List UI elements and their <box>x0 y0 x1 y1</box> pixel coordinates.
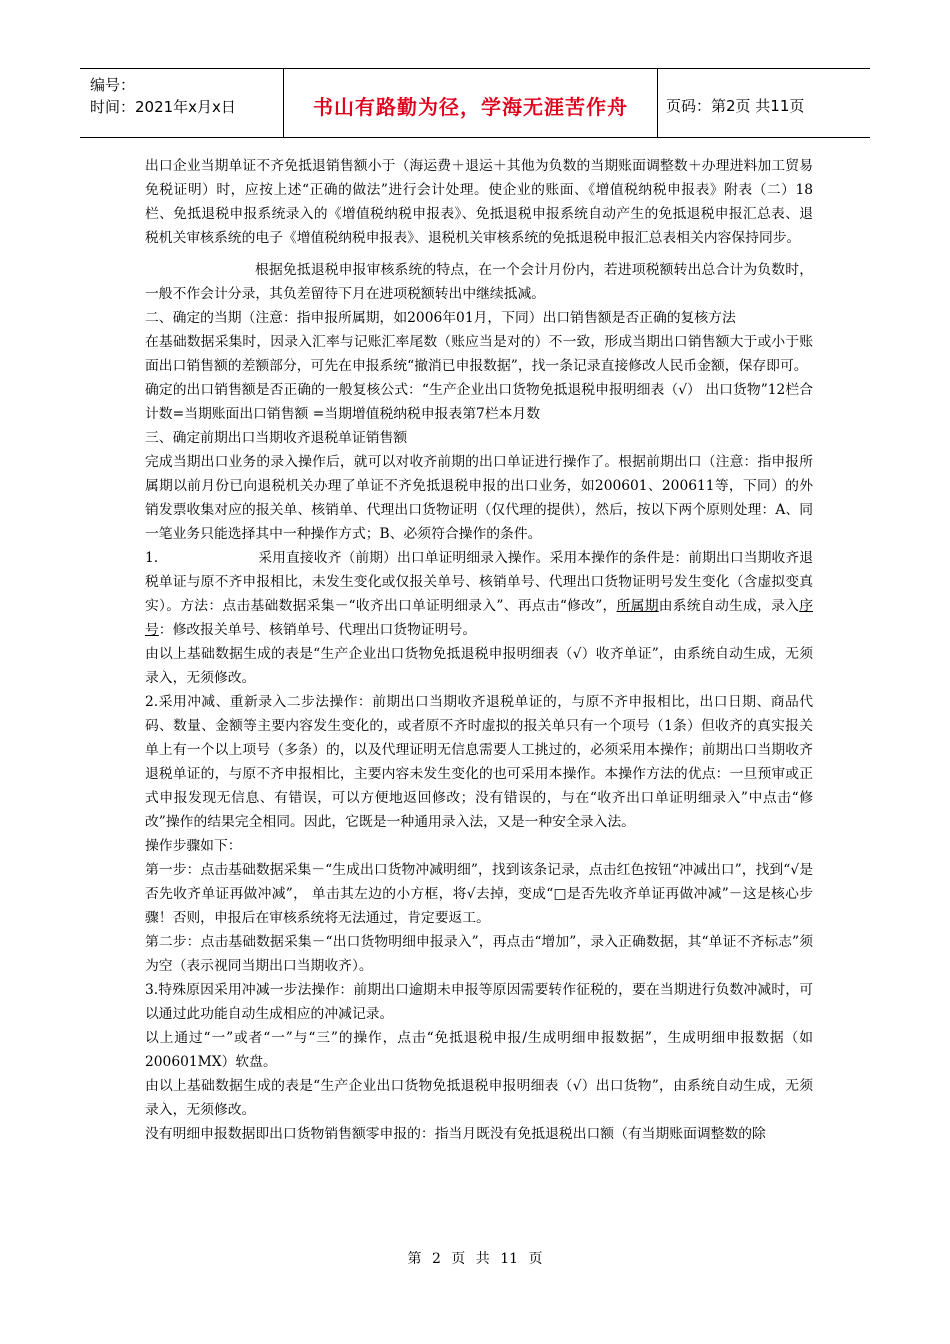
document-number-label: 编号： <box>90 76 136 94</box>
underlined-term: 序号 <box>145 598 814 638</box>
page-footer: 第 2 页 共 11 页 <box>407 1251 543 1267</box>
paragraph: 由以上基础数据生成的表是“生产企业出口货物免抵退税申报明细表（√）收齐单证”，由系统自动生成，无须录入，无须修改。 <box>145 646 813 686</box>
header-page-number: 页码：第2页 共11页 <box>666 97 805 115</box>
document-time-label: 时间：2021年x月x日 <box>90 98 236 116</box>
header-right-cell <box>658 69 870 137</box>
paragraph: 由以上基础数据生成的表是“生产企业出口货物免抵退税申报明细表（√）出口货物”，由系统自动生成，无须录入，无须修改。 <box>145 1078 813 1118</box>
header-center-cell <box>284 69 658 137</box>
paragraph: 在基础数据采集时，因录入汇率与记账汇率尾数（账应当是对的）不一致，形成当期出口销售额大于或小于账面出口销售额的差额部分，可先在申报系统“撤消已申报数据”，找一条记录直接修改人民币金额，保存即可。 <box>145 334 813 374</box>
paragraph: 第二步：点击基础数据采集－“出口货物明细申报录入”，再点击“增加”，录入正确数据，其“单证不齐标志”须为空（表示视同当期出口当期收齐）。 <box>145 934 813 974</box>
paragraph: 确定的出口销售额是否正确的一般复核公式：“生产企业出口货物免抵退税申报明细表（√） 出口货物”12栏合计数=当期账面出口销售额 =当期增值税纳税申报表第7栏本月数 <box>145 382 813 422</box>
paragraph: 完成当期出口业务的录入操作后，就可以对收齐前期的出口单证进行操作了。根据前期出口（注意：指申报所属期以前月份已向退税机关办理了单证不齐免抵退税申报的出口业务，如200601、200611等，下同）的外销发票收集对应的报关单、核销单、代理出口货物证明（仅代理的提供），然后，按以下两个原则处理：A、同一笔业务只能选择其中一种操作方式；B、必须符合操作的条件。 <box>145 454 813 542</box>
paragraph: 出口企业当期单证不齐免抵退销售额小于（海运费＋退运＋其他为负数的当期账面调整数＋办理进料加工贸易免税证明）时，应按上述“正确的做法”进行会计处理。使企业的账面、《增值税纳税申报表》附表（二）18栏、免抵退税申报系统录入的《增值税纳税申报表》、免抵退税申报系统自动产生的免抵退税申报汇总表、退税机关审核系统的电子《增值税纳税申报表》、退税机关审核系统的免抵退税申报汇总表相关内容保持同步。 <box>145 158 813 246</box>
paragraph-text: 采用直接收齐（前期）出口单证明细录入操作。采用本操作的条件是：前期出口当期收齐退税单证与原不齐申报相比，未发生变化或仅报关单号、核销单号、代理出口货物证明号发生变化（含虚拟变真实）。方法：点击基础数据采集－“收齐出口单证明细录入”、再点击“修改”， <box>145 550 813 614</box>
paragraph-text: 由系统自动生成，录入 <box>658 598 800 614</box>
underlined-term: 所属期 <box>616 598 659 614</box>
header-motto: 书山有路勤为径，学海无涯苦作舟 <box>313 95 628 119</box>
paragraph: 2.采用冲减、重新录入二步法操作：前期出口当期收齐退税单证的，与原不齐申报相比，出口日期、商品代码、数量、金额等主要内容发生变化的，或者原不齐时虚拟的报关单只有一个项号（1条）但收齐的真实报关单上有一个以上项号（多条）的，以及代理证明无信息需要人工挑过的，必须采用本操作；前期出口当期收齐退税单证的，与原不齐申报相比，主要内容未发生变化的也可采用本操作。本操作方法的优点：一旦预审或正式申报发现无信息、有错误，可以方便地返回修改；没有错误的，与在“收齐出口单证明细录入”中点击“修改”操作的结果完全相同。因此，它既是一种通用录入法，又是一种安全录入法。 <box>145 694 813 830</box>
paragraph: 根据免抵退税申报审核系统的特点，在一个会计月份内，若进项税额转出总合计为负数时，一般不作会计分录，其负差留待下月在进项税额转出中继续抵减。 <box>145 262 813 302</box>
paragraph-text: ：修改报关单号、核销单号、代理出口货物证明号。 <box>158 622 477 638</box>
section-heading: 二、确定的当期（注意：指申报所属期，如2006年01月，下同）出口销售额是否正确的复核方法 <box>145 310 736 326</box>
list-number: 1. <box>145 550 159 566</box>
paragraph <box>145 546 813 642</box>
paragraph: 没有明细申报数据即出口货物销售额零申报的：指当月既没有免抵退税出口额（有当期账面调整数的除 <box>145 1126 766 1142</box>
paragraph: 3.特殊原因采用冲减一步法操作：前期出口逾期未申报等原因需要转作征税的，要在当期进行负数冲减时，可以通过此功能自动生成相应的冲减记录。 <box>145 982 813 1022</box>
header-left-cell <box>80 69 284 137</box>
paragraph: 以上通过“一”或者“一”与“三”的操作，点击“免抵退税申报/生成明细申报数据”，生成明细申报数据（如200601MX）软盘。 <box>145 1030 813 1070</box>
header-table <box>80 68 870 138</box>
document-body <box>145 154 813 1146</box>
section-heading: 三、确定前期出口当期收齐退税单证销售额 <box>145 430 408 446</box>
paragraph: 操作步骤如下： <box>145 838 242 854</box>
paragraph: 第一步：点击基础数据采集－“生成出口货物冲减明细”，找到该条记录，点击红色按钮“冲减出口”，找到“√是否先收齐单证再做冲减”， 单击其左边的小方框，将√去掉，变成“□是否先收齐单证再做冲减”－这是核心步骤！否则，申报后在审核系统将无法通过，肯定要返工。 <box>145 862 813 926</box>
